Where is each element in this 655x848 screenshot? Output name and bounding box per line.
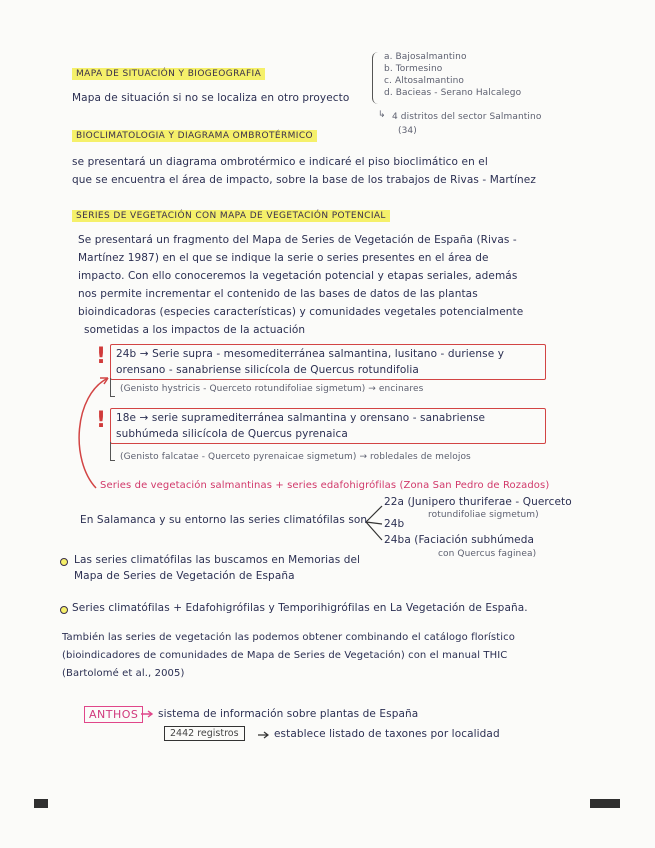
heading-bioclima: BIOCLIMATOLOGIA Y DIAGRAMA OMBROTÉRMICO	[72, 130, 317, 142]
climatofilas-22a-sub: rotundifoliae sigmetum)	[428, 510, 539, 520]
anthos-desc: sistema de información sobre plantas de España	[158, 708, 419, 720]
series-paragraph-4: nos permite incrementar el contenido de las bases de datos de las plantas	[78, 288, 478, 300]
box1-line-1: 24b → Serie supra - mesomediterránea salmantina, lusitano - duriense y	[116, 348, 505, 360]
bullet1-line-2: Mapa de Series de Vegetación de España	[74, 570, 295, 582]
sidenote-distritos: 4 distritos del sector Salmantino	[392, 112, 542, 122]
box2-line-2: subhúmeda silicícola de Quercus pyrenaica	[116, 428, 348, 440]
box2-line-1: 18e → serie supramediterránea salmantina y orensano - sanabriense	[116, 412, 486, 424]
bullet1-line-1: Las series climatófilas las buscamos en Memorias del	[74, 554, 361, 566]
climatofilas-22a-text: 22a (Junipero thuriferae - Querceto	[384, 496, 572, 508]
climatofilas-24ba-sub: con Quercus faginea)	[438, 549, 537, 559]
box1-line-2: orensano - sanabriense silicícola de Quercus rotundifolia	[116, 364, 419, 376]
sidenote-b: b. Tormesino	[384, 64, 443, 74]
salmantinas-line: Series de vegetación salmantinas + series edafohigrófilas (Zona San Pedro de Rozados)	[100, 480, 550, 491]
bullet-icon-2	[60, 606, 68, 614]
climatofilas-item-24b: 24b	[384, 518, 405, 530]
bullet2-line: Series climatófilas + Edafohigrófilas y Temporihigrófilas en La Vegetación de España.	[72, 602, 528, 614]
climatofilas-item-24ba: 24ba (Faciación subhúmeda	[384, 534, 535, 546]
sidenote-arrow: ↳	[378, 110, 386, 120]
heading-mapa: MAPA DE SITUACIÓN Y BIOGEOGRAFIA	[72, 68, 265, 80]
sidenote-a: a. Bajosalmantino	[384, 52, 467, 62]
tambien-line-1: También las series de vegetación las podemos obtener combinando el catálogo florístico	[62, 632, 515, 643]
registros-desc: establece listado de taxones por localidad	[274, 728, 500, 740]
box2-sub: (Genisto falcatae - Querceto pyrenaicae sigmetum) → robledales de melojos	[120, 452, 471, 462]
sidenote-number: (34)	[398, 126, 417, 136]
mapa-line: Mapa de situación si no se localiza en otro proyecto	[72, 92, 350, 104]
series-paragraph-3: impacto. Con ello conoceremos la vegetación potencial y etapas seriales, además	[78, 270, 518, 282]
series-paragraph-6: sometidas a los impactos de la actuación	[84, 324, 306, 336]
sidenote-c: c. Altosalmantino	[384, 76, 464, 86]
series-paragraph-5: bioindicadoras (especies características) y comunidades vegetales potencialmente	[78, 306, 524, 318]
tambien-line-3: (Bartolomé et al., 2005)	[62, 668, 185, 679]
bioclima-line-2: que se encuentra el área de impacto, sobre la base de los trabajos de Rivas - Martínez	[72, 174, 536, 186]
exclamation-icon-1: !	[96, 344, 107, 369]
page-edge-left	[34, 799, 48, 808]
series-paragraph-1: Se presentará un fragmento del Mapa de Series de Vegetación de España (Rivas -	[78, 234, 517, 246]
heading-series: SERIES DE VEGETACIÓN CON MAPA DE VEGETACIÓN POTENCIAL	[72, 210, 390, 222]
climatofilas-item-22a	[384, 496, 572, 508]
series-paragraph-2: Martínez 1987) en el que se indique la serie o series presentes en el área de	[78, 252, 489, 264]
bioclima-line-1: se presentará un diagrama ombrotérmico e indicaré el piso bioclimático en el	[72, 156, 488, 168]
registros-box: 2442 registros	[164, 726, 245, 741]
tambien-line-2: (bioindicadores de comunidades de Mapa de Series de Vegetación) con el manual THIC	[62, 650, 508, 661]
anthos-label: ANTHOS	[84, 706, 143, 723]
bullet-icon-1	[60, 558, 68, 566]
page-edge-right	[590, 799, 620, 808]
sidenote-d: d. Bacieas - Serano Halcalego	[384, 88, 522, 98]
climatofilas-lead: En Salamanca y su entorno las series climatófilas son	[80, 514, 368, 526]
box1-sub: (Genisto hystricis - Querceto rotundifoliae sigmetum) → encinares	[120, 384, 424, 394]
exclamation-icon-2: !	[96, 408, 107, 433]
